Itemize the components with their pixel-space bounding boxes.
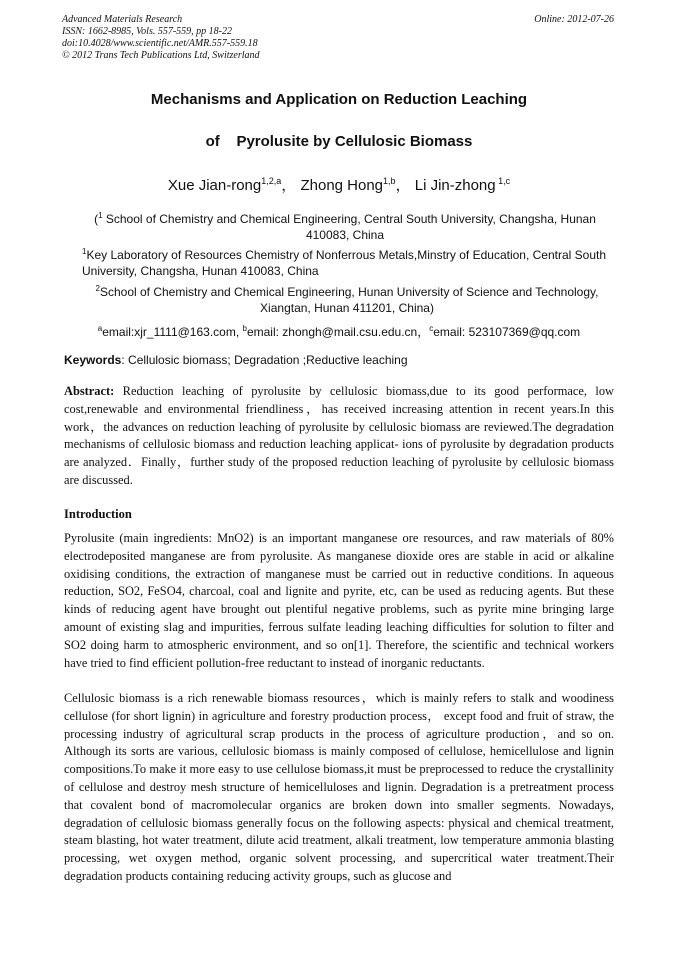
author-separator: ， (281, 177, 297, 194)
affiliation-1 (80, 208, 610, 243)
email-list (0, 323, 678, 340)
affiliation-superscript: 2 (95, 284, 100, 293)
author-name: Li Jin-zhong (414, 177, 496, 194)
abstract-text: Reduction leaching of pyrolusite by cellulosic biomass,due to its good performace, low cost,renewable and environmental friendliness，has received increasing attention in recent years.In this work，the advances on reduction leaching of pyrolusite by cellulosic biomass are reviewed.The degradation mechanisms of cellulosic biomass and reduction leaching applicat- ions of pyrolusite by degradation products are analyzed．Finally，further study of the proposed reduction leaching of pyrolusite by cellulosic biomass are discussed. (64, 384, 614, 487)
affiliation-superscript: 1 (82, 247, 87, 256)
abstract-label: Abstract: (64, 384, 115, 398)
online-date: Online: 2012-07-26 (534, 14, 614, 25)
email-link[interactable]: email: 523107369@qq.com (433, 325, 581, 339)
email-link[interactable]: email: zhongh@mail.csu.edu.cn， (246, 325, 430, 339)
paper-title-line-2: of Pyrolusite by Cellulosic Biomass (205, 133, 473, 150)
keywords-label: Keywords (64, 353, 122, 367)
author-superscript: 1,b (383, 176, 396, 186)
author-separator: ， (395, 177, 411, 194)
body-paragraph: Cellulosic biomass is a rich renewable biomass resources，which is mainly refers to stalk and woodiness cellulose (for short lignin) in agriculture and forestry production process， except food and fruit of straw, the processing industry of agricultural scrap products in the process of agriculture production，and so on. Although its sorts are various, cellulosic biomass is mainly composed of cellulose, hemicellulose and lignin compositions.To make it more easy to use cellulose biomass,it must be preprocessed to reduce the crystallinity of cellulose and destroy mesh structure of hemicelluloses and lignin. Degradation is a pretreatment process that covalent bond of macromolecular organics are broken down into smaller segments. Nowadays, degradation of cellulosic biomass generally focus on the following aspects: physical and chemical treatment, steam blasting, hot water treatment, dilute acid treatment, alkali treatment, low temperature ammonia blasting processing, wet oxygen method, organic solvent processing, and supercritical water treatment.Their degradation products containing reducing activity groups, such as glucose and (64, 691, 614, 883)
affiliation-text: Key Laboratory of Resources Chemistry of Nonferrous Metals,Minstry of Education, Central South University, Changsha, Hunan 410083, China (82, 248, 607, 278)
author-superscript: 1,c (495, 176, 511, 186)
body-paragraph: Pyrolusite (main ingredients: MnO2) is an important manganese ore resources, and raw materials of 80% electrodeposited manganese are from pyrolusite. As manganese dioxide ores are stable in acid or alkaline oxidising conditions, the extraction of manganese must be carried out in reductive conditions. In aqueous reduction, SO2, FeSO4, charcoal, coal and lignite and pyrite, etc, can be used as reducing agents. But these kinds of reducing agent have brought out plentiful negative problems, such as pyrite mine bringing large amount of existing slag and impurities, ferrous sulfate leading leaching difficulties for solution to filter and SO2 doing harm to atmospheric environment, and so on[1]. Therefore, the scientific and technical workers have tried to find efficient pollution-free reductant to instead of inorganic reductants. (64, 531, 614, 670)
author-superscript: 1,2,a (261, 176, 282, 186)
author-list (0, 174, 678, 195)
keywords-text: : Cellulosic biomass; Degradation ;Reductive leaching (121, 353, 408, 367)
email-superscript: b (242, 324, 247, 333)
keywords (64, 353, 408, 367)
doi-line: doi:10.4028/www.scientific.net/AMR.557-559.18 (62, 38, 258, 49)
copyright-line: © 2012 Trans Tech Publications Ltd, Switzerland (62, 50, 260, 61)
section-heading-introduction: Introduction (64, 507, 132, 521)
email-superscript: a (97, 324, 103, 333)
email-link[interactable]: email:xjr_1111@163.com, (102, 325, 243, 339)
affiliation-paren: ( (94, 212, 99, 226)
journal-name: Advanced Materials Research (62, 14, 183, 25)
affiliation-text: School of Chemistry and Chemical Engineering, Central South University, Changsha, Hunan 410083, China (102, 212, 596, 242)
email-superscript: c (429, 324, 434, 333)
issn-line: ISSN: 1662-8985, Vols. 557-559, pp 18-22 (62, 26, 232, 37)
paper-title-line-1: Mechanisms and Application on Reduction Leaching (150, 91, 528, 108)
abstract (64, 383, 614, 490)
author-name: Xue Jian-rong (167, 177, 262, 194)
journal-header (62, 14, 260, 62)
author-name: Zhong Hong (300, 177, 384, 194)
affiliation-3 (82, 281, 612, 316)
affiliation-text: School of Chemistry and Chemical Engineering, Hunan University of Science and Technology, Xiangtan, Hunan 411201, China) (99, 285, 599, 315)
affiliation-superscript: 1 (98, 211, 103, 220)
affiliation-2 (82, 244, 612, 279)
